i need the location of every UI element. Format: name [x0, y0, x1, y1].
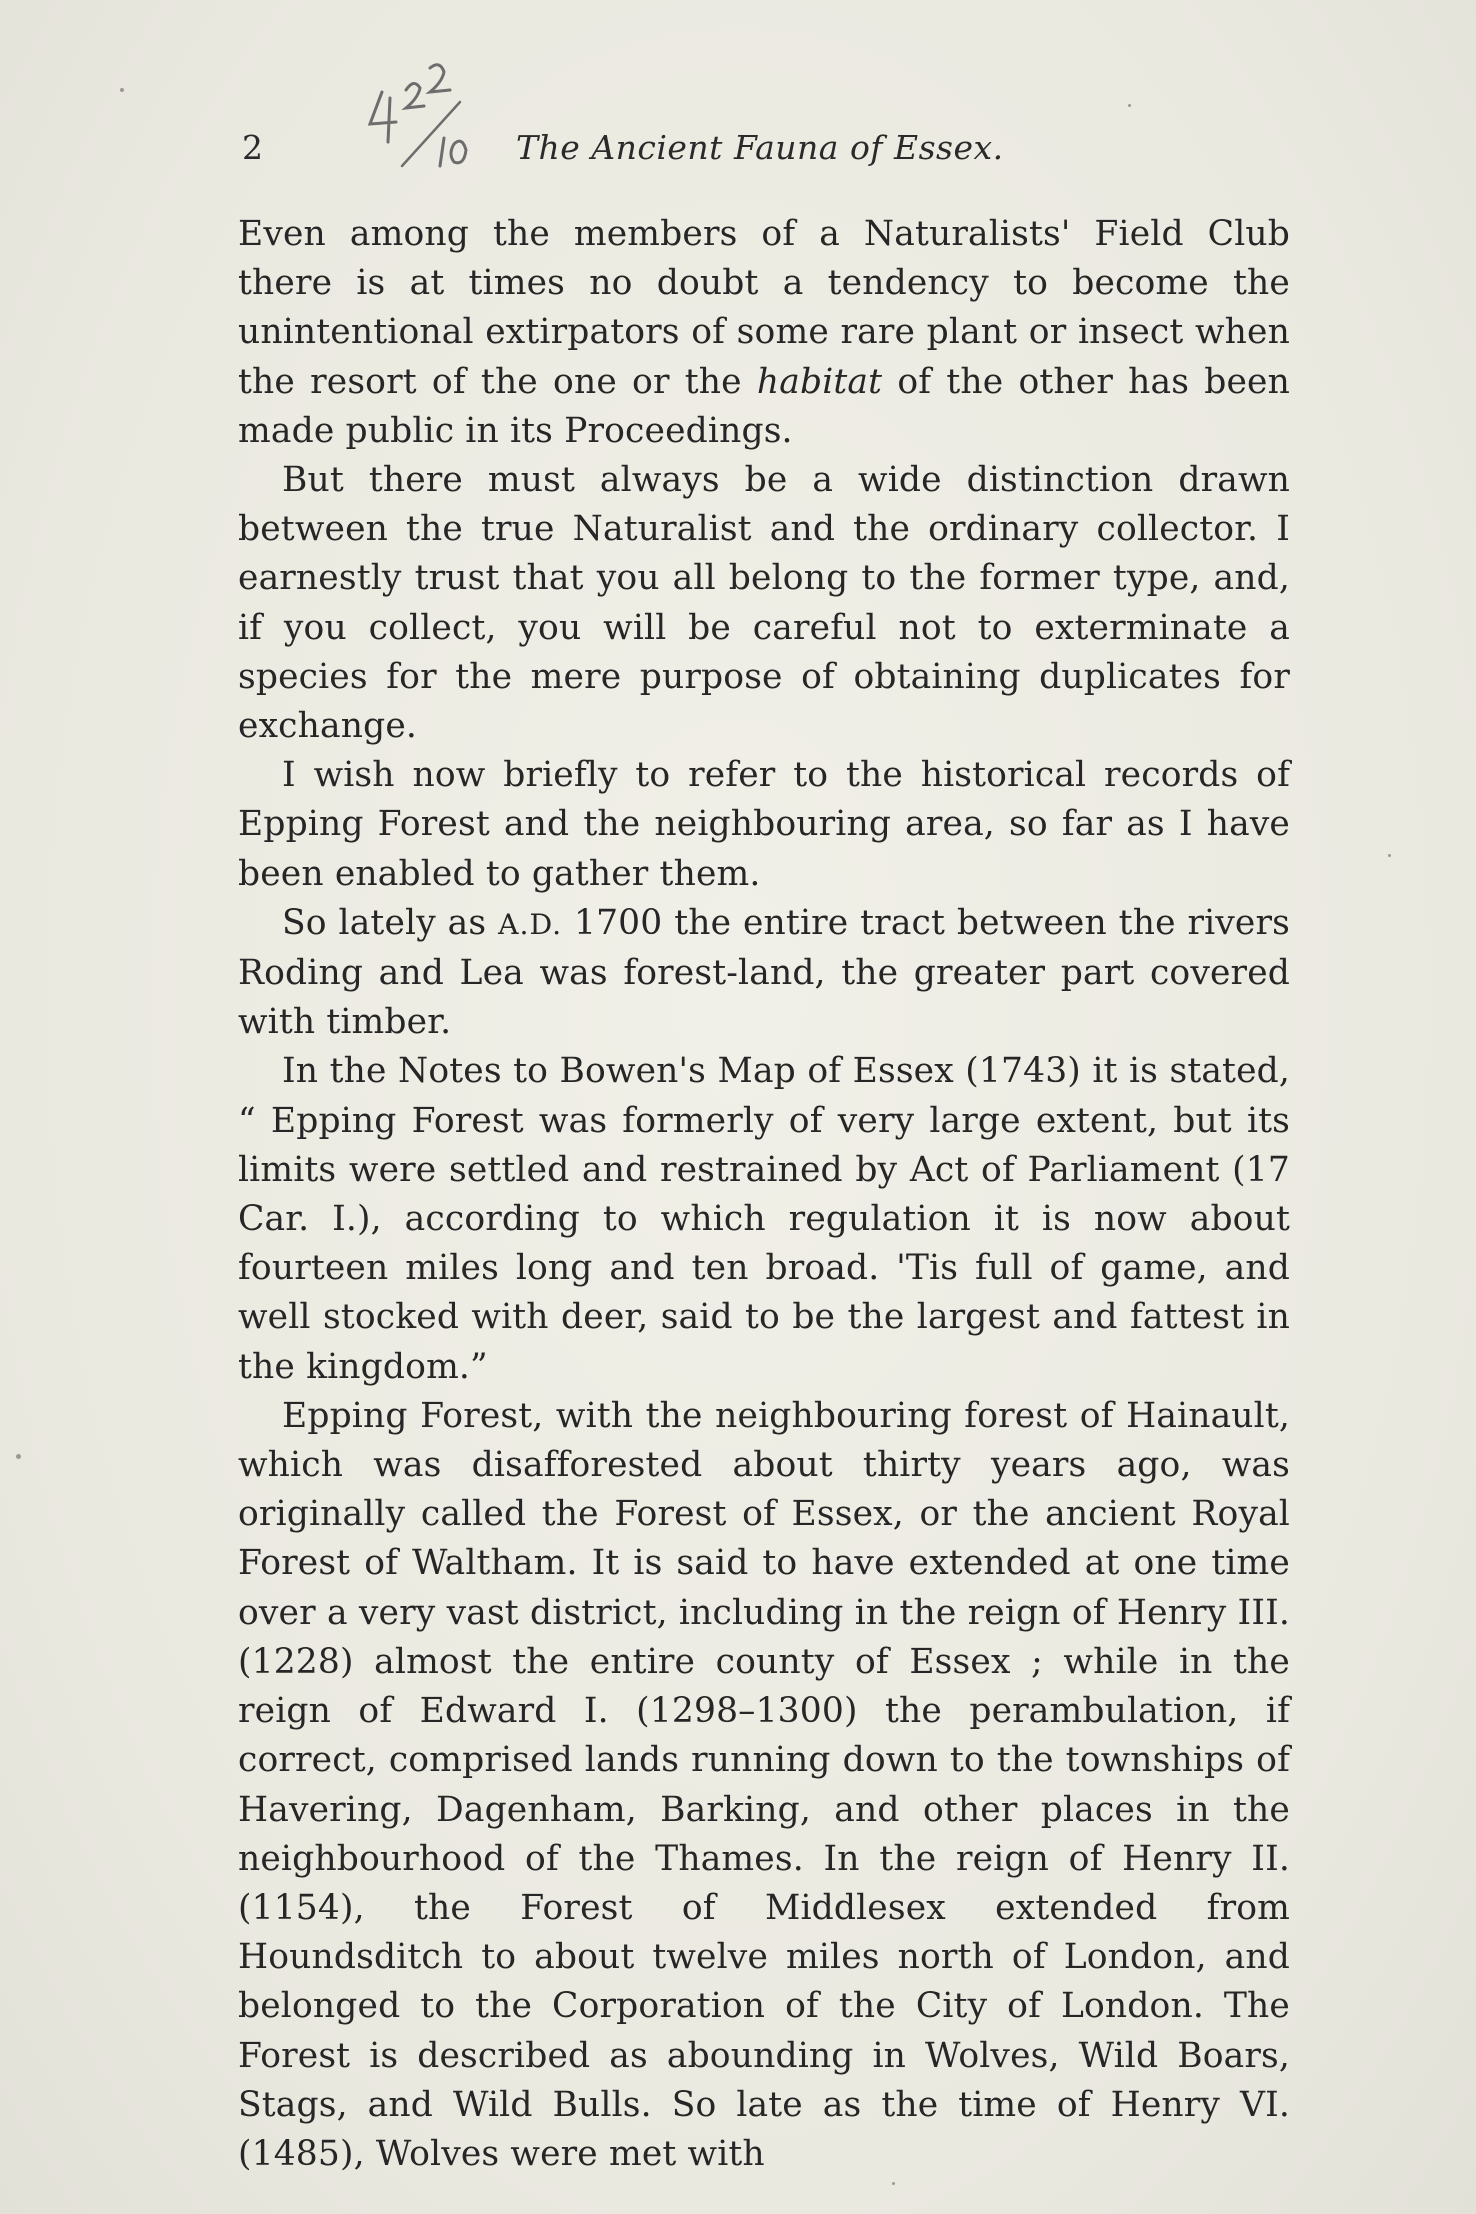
- paper-speck: [892, 2182, 895, 2185]
- paragraph-5: In the Notes to Bowen's Map of Essex (1743) it is stated, “ Epping Forest was formerly of very large extent, but its limits were settled and restrained by Act of Parliament (17 Car. I.), according to which regulation it is now about fourteen miles long and ten broad. 'Tis full of game, and well stocked with deer, said to be the largest and fattest in the kingdom.”: [238, 1051, 1290, 1387]
- paper-speck: [16, 1454, 21, 1459]
- paper-speck: [1128, 104, 1131, 107]
- page-number: 2: [242, 128, 263, 167]
- paragraph-4: So lately as A.D. 1700 the entire tract between the rivers Roding and Lea was forest-land, the greater part covered with timber.: [238, 902, 1290, 1043]
- running-title: The Ancient Fauna of Essex.: [516, 128, 1004, 167]
- paragraph-1: Even among the members of a Naturalists' Field Club there is at times no doubt a tendency to become the unintentional extirpators of some rare plant or insect when the resort of the one or the habitat of the other has been made public in its Proceedings.: [238, 214, 1290, 451]
- italic-word-habitat: habitat: [756, 361, 883, 402]
- small-caps-ad: A.D.: [498, 907, 563, 941]
- paragraph-3: I wish now briefly to refer to the historical records of Epping Forest and the neighbouring area, so far as I have been enabled to gather them.: [238, 755, 1290, 894]
- paper-speck: [120, 88, 124, 92]
- paper-speck: [1388, 854, 1391, 857]
- paragraph-6: Epping Forest, with the neighbouring forest of Hainault, which was disafforested about thirty years ago, was originally called the Forest of Essex, or the ancient Royal Forest of Waltham. It is said to have extended at one time over a very vast district, including in the reign of Henry III. (1228) almost the entire county of Essex ; while in the reign of Edward I. (1298–1300) the perambulation, if correct, comprised lands running down to the townships of Havering, Dagenham, Barking, and other places in the neighbourhood of the Thames. In the reign of Henry II. (1154), the Forest of Middlesex extended from Houndsditch to about twelve miles north of London, and belonged to the Corporation of the City of London. The Forest is described as abounding in Wolves, Wild Boars, Stags, and Wild Bulls. So late as the time of Henry VI. (1485), Wolves were met with: [238, 1395, 1290, 2174]
- pencil-annotation: [362, 62, 512, 172]
- body-text: [238, 210, 1290, 2179]
- paragraph-2: But there must always be a wide distinction drawn between the true Naturalist and the ordinary collector. I earnestly trust that you all belong to the former type, and, if you collect, you will be careful not to exterminate a species for the mere purpose of obtaining duplicates for exchange.: [238, 460, 1290, 747]
